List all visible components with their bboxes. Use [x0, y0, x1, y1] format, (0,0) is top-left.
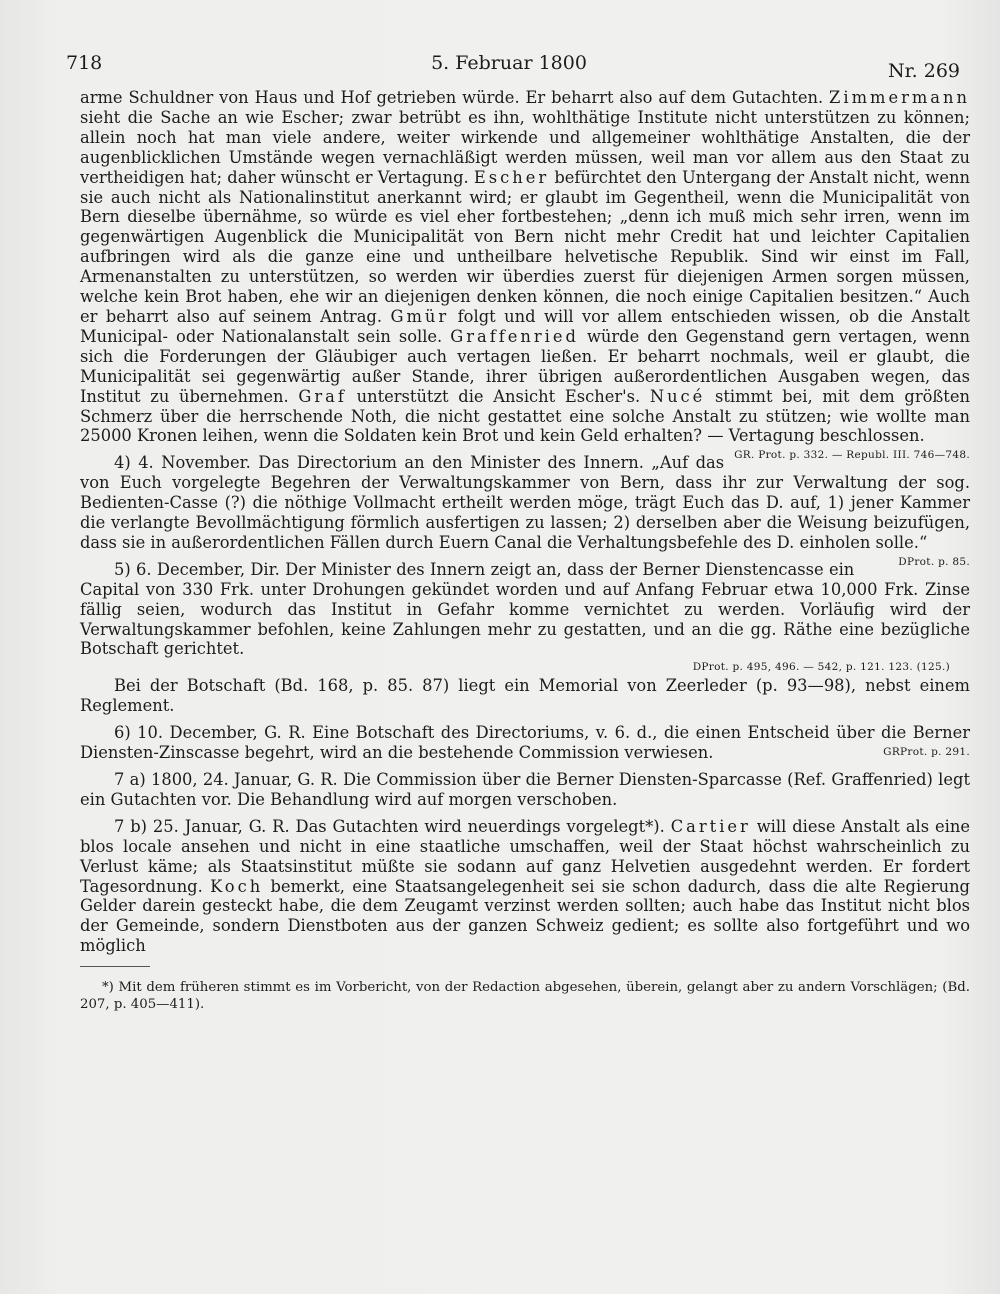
- source-reference: DProt. p. 495, 496. — 542, p. 121. 123. (125.): [692, 661, 950, 674]
- body-text: [80, 88, 970, 1013]
- paragraph-item-7a: 7 a) 1800, 24. Januar, G. R. Die Commission über die Berner Diensten-Sparcasse (Ref. Graffenried) legt ein Gutachten vor. Die Behandlung wird auf morgen verschoben.: [80, 770, 970, 809]
- paragraph-item-6: 6) 10. December, G. R. Eine Botschaft des Directoriums, v. 6. d., die einen Entscheid über die Berner Diensten-Zinscasse begehrt, wird an die bestehende Commission verwiesen. GRProt. p. 291.: [80, 723, 970, 763]
- paragraph-item-5: 5) 6. December, Dir. Der Minister des Innern zeigt an, dass der Berner Dienstencasse ein Capital von 330 Frk. unter Drohungen gekündet worden und auf Anfang Februar etwa 10,000 Frk. Zinse fällig seien, wodurch das Institut in Gefahr komme vernichtet zu werden. Vorläufig wird der Verwaltungskammer befohlen, keine Zahlungen mehr zu gestatten, und an die gg. Räthe eine bezügliche Botschaft gerichtet.: [80, 559, 970, 659]
- paragraph-item-4: 4) 4. November. Das Directorium an den Minister des Innern. „Auf das von Euch vorgelegte Begehren der Verwaltungskammer von Bern, dass ihr zur Verwaltung der sog. Bedienten-Casse (?) die nöthige Vollmacht ertheilt werden möge, trägt Euch das D. auf, 1) jener Kammer die verlangte Bevollmächtigung förmlich ausfertigen zu lassen; 2) derselben aber die Weisung beizufügen, dass sie in außerordentlichen Fällen durch Euern Canal die Verhaltungsbefehle des D. einholen solle.“ DProt. p. 85.: [80, 453, 970, 553]
- speaker-name: Graffenried: [450, 326, 579, 346]
- speaker-name: Gmür: [390, 306, 450, 326]
- footnote-divider: [80, 966, 150, 967]
- speaker-name: Graf: [298, 386, 347, 406]
- paragraph-debate: arme Schuldner von Haus und Hof getrieben würde. Er beharrt also auf dem Gutachten. Zimmermann sieht die Sache an wie Escher; zwar betrübt es ihn, wohlthätige Institute nicht unterstützen zu können; allein noch hat man viele andere, weiter wirkende und allgemeiner wohlthätige Anstalten, die der augenblicklichen Umstände wegen vernachläßigt werden müssen, weil man vor allem aus den Staat zu vertheidigen hat; daher wünscht er Vertagung. Escher befürchtet den Untergang der Anstalt nicht, wenn sie auch nicht als Nationalinstitut anerkannt wird; er glaubt im Gegentheil, wenn die Municipalität von Bern dieselbe übernähme, so würde es viel eher fortbestehen; „denn ich muß mich sehr irren, wenn im gegenwärtigen Augenblick die Municipalität von Bern nicht mehr Credit hat und leichter Capitalien aufbringen wird als die ganze eine und untheilbare helvetische Republik. Sind wir einst im Fall, Armenanstalten zu unterstützen, so werden wir überdies zuerst für diejenigen Armen sorgen müssen, welche kein Brot haben, ehe wir an diejenigen denken können, die noch einige Capitalien besitzen.“ Auch er beharrt also auf seinem Antrag. Gmür folgt und will vor allem entschieden wissen, ob die Anstalt Municipal- oder Nationalanstalt sein solle. Graffenried würde den Gegenstand gern vertagen, wenn sich die Forderungen der Gläubiger auch vertagen ließen. Er beharrt nochmals, weil er glaubt, die Municipalität sei gegenwärtig außer Stande, ihrer übrigen außerordentlichen Ausgaben wegen, das Institut zu übernehmen. Graf unterstützt die Ansicht Escher's. Nucé stimmt bei, mit dem größten Schmerz über die herrschende Noth, die nicht gestattet eine solche Anstalt zu stützen; wie wollte man 25000 Kronen leihen, wenn die Soldaten kein Brot und kein Geld erhalten? — Vertagung beschlossen. GR. Prot. p. 332. — Republ. III. 746—748.: [80, 88, 970, 446]
- speaker-name: Zimmermann: [829, 88, 970, 107]
- paragraph-item-7b: 7 b) 25. Januar, G. R. Das Gutachten wird neuerdings vorgelegt*). Cartier will diese Anstalt als eine blos locale ansehen und nicht in eine staatliche umschaffen, weil der Staat höchst wahrscheinlich zu Verlust käme; als Staatsinstitut müßte sie sodann auf ganz Helvetien ausgedehnt werden. Er fordert Tagesordnung. Koch bemerkt, eine Staatsangelegenheit sei sie schon dadurch, dass die alte Regierung Gelder darein gesteckt habe, die dem Zeugamt verzinst werden sollten; auch habe das Institut nicht blos der Gemeinde, sondern Dienstboten aus der ganzen Schweiz gedient; es sollte also fortgeführt und wo möglich: [80, 816, 970, 956]
- paragraph-memorial: Bei der Botschaft (Bd. 168, p. 85. 87) liegt ein Memorial von Zeerleder (p. 93—98), nebst einem Reglement.: [80, 676, 970, 716]
- page-number: 718: [66, 52, 103, 74]
- speaker-name: Cartier: [670, 816, 751, 836]
- document-number: Nr. 269: [888, 60, 960, 82]
- speaker-name: Escher: [473, 167, 550, 187]
- footnote: [80, 979, 970, 1013]
- speaker-name: Koch: [210, 876, 264, 896]
- speaker-name: Nucé: [649, 386, 706, 406]
- source-reference: GRProt. p. 291.: [883, 746, 970, 759]
- footnote-text: *) Mit dem früheren stimmt es im Vorbericht, von der Redaction abgesehen, überein, gelangt aber zu andern Vorschlägen; (Bd. 207, p. 405—411).: [80, 980, 970, 1013]
- running-date: 5. Februar 1800: [431, 52, 587, 74]
- source-reference: DProt. p. 85.: [898, 555, 970, 568]
- page-header: [58, 52, 960, 82]
- source-reference: GR. Prot. p. 332. — Republ. III. 746—748.: [734, 449, 970, 462]
